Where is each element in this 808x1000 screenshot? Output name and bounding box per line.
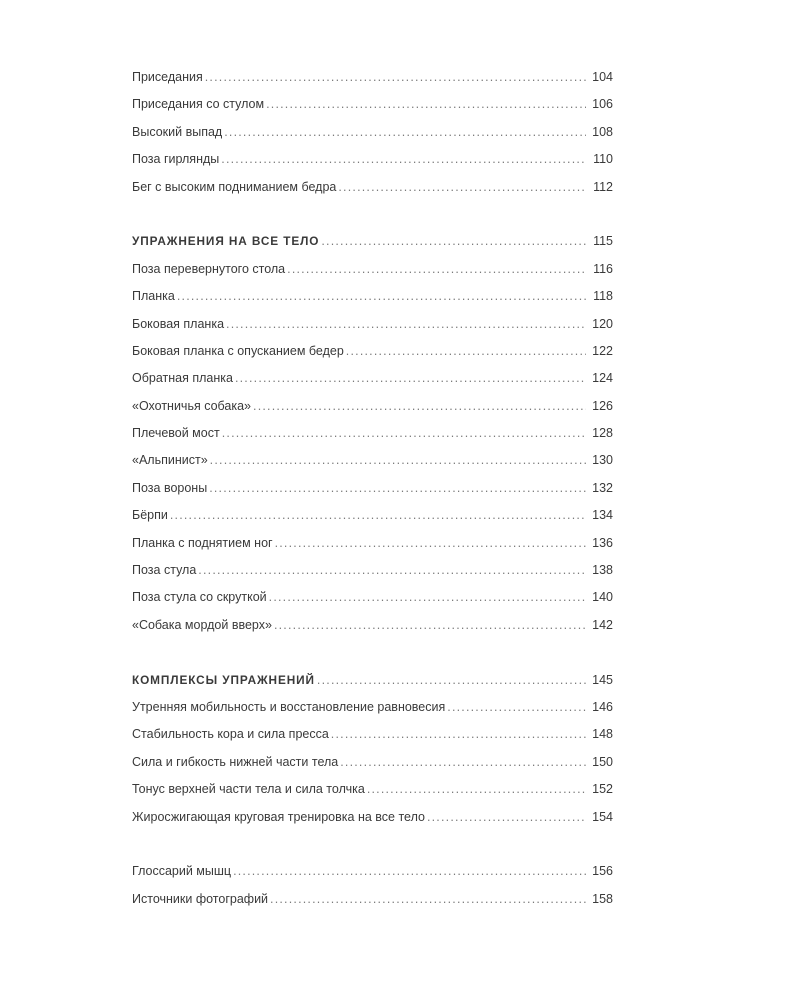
toc-entry-title: Высокий выпад (132, 124, 223, 139)
dot-leader (198, 557, 586, 584)
toc-entry-title: Утренняя мобильность и восстановление равновесия (132, 699, 446, 714)
toc-entry-title: Поза стула со скруткой (132, 590, 267, 605)
toc-entry-title: Источники фотографий (132, 891, 269, 906)
toc-entry-page: 106 (592, 97, 613, 112)
toc-section-heading[interactable] (132, 228, 613, 255)
toc-entry-title: Сила и гибкость нижней части тела (132, 754, 339, 769)
toc-entry[interactable] (132, 886, 613, 913)
toc-entry-title: «Собака мордой вверх» (132, 617, 272, 632)
toc-entry-title: Боковая планка с опусканием бедер (132, 343, 344, 358)
toc-entry[interactable] (132, 502, 613, 529)
dot-leader (210, 447, 586, 474)
toc-entry[interactable] (132, 776, 613, 803)
toc-entry-title: Поза гирлянды (132, 152, 220, 167)
toc-entry[interactable] (132, 749, 613, 776)
toc-entry[interactable] (132, 146, 613, 173)
toc-entry-title: Поза стула (132, 563, 197, 578)
toc-entry-page: 134 (592, 508, 613, 523)
dot-leader (224, 119, 586, 146)
toc-entry[interactable] (132, 420, 613, 447)
dot-leader (177, 283, 586, 310)
dot-leader (274, 612, 586, 639)
toc-entry-page: 148 (592, 727, 613, 742)
toc-entry[interactable] (132, 584, 613, 611)
toc-section-title: УПРАЖНЕНИЯ НА ВСЕ ТЕЛО (132, 234, 320, 249)
section-spacer (132, 831, 613, 858)
toc-entry[interactable] (132, 174, 613, 201)
toc-entry-title: Приседания со стулом (132, 97, 265, 112)
toc-section-title: КОМПЛЕКСЫ УПРАЖНЕНИЙ (132, 672, 315, 687)
toc-entry[interactable] (132, 283, 613, 310)
toc-entry-page: 124 (592, 371, 613, 386)
toc-entry[interactable] (132, 365, 613, 392)
dot-leader (340, 749, 586, 776)
toc-entry-title: Планка (132, 289, 175, 304)
toc-entry[interactable] (132, 447, 613, 474)
table-of-contents (132, 64, 613, 913)
toc-entry-page: 130 (592, 453, 613, 468)
toc-entry[interactable] (132, 694, 613, 721)
section-spacer (132, 639, 613, 666)
toc-entry-page: 158 (592, 891, 613, 906)
toc-entry[interactable] (132, 475, 613, 502)
toc-entry-title: Поза перевернутого стола (132, 261, 286, 276)
dot-leader (275, 530, 586, 557)
section-spacer (132, 201, 613, 228)
dot-leader (317, 667, 586, 694)
dot-leader (447, 694, 586, 721)
dot-leader (233, 858, 586, 885)
toc-entry-title: Тонус верхней части тела и сила толчка (132, 782, 365, 797)
toc-entry-page: 108 (592, 124, 613, 139)
dot-leader (226, 311, 586, 338)
toc-entry-title: «Альпинист» (132, 453, 208, 468)
toc-entry-page: 136 (592, 535, 613, 550)
toc-entry-title: Планка с поднятием ног (132, 535, 273, 550)
toc-entry-page: 152 (592, 782, 613, 797)
toc-entry[interactable] (132, 311, 613, 338)
toc-entry[interactable] (132, 858, 613, 885)
toc-entry-page: 150 (592, 754, 613, 769)
toc-entry-page: 104 (592, 70, 613, 84)
toc-entry-page: 126 (592, 398, 613, 413)
toc-entry[interactable] (132, 804, 613, 831)
toc-entry-title: Жиросжигающая круговая тренировка на все тело (132, 809, 425, 824)
toc-entry-page: 116 (593, 261, 613, 276)
toc-entry-title: Глоссарий мышц (132, 864, 232, 879)
toc-entry[interactable] (132, 530, 613, 557)
toc-entry-title: Обратная планка (132, 371, 233, 386)
toc-entry-title: Бёрпи (132, 508, 168, 523)
dot-leader (253, 393, 586, 420)
toc-section-heading[interactable] (132, 667, 613, 694)
toc-entry[interactable] (132, 612, 613, 639)
toc-entry-page: 115 (593, 234, 613, 249)
toc-entry-page: 110 (593, 152, 613, 167)
toc-entry-page: 145 (592, 672, 613, 687)
dot-leader (205, 64, 586, 91)
toc-entry[interactable] (132, 256, 613, 283)
dot-leader (331, 721, 586, 748)
toc-entry[interactable] (132, 64, 613, 91)
dot-leader (321, 228, 586, 255)
toc-entry[interactable] (132, 393, 613, 420)
toc-entry-page: 146 (592, 699, 613, 714)
toc-entry[interactable] (132, 557, 613, 584)
toc-entry-page: 128 (592, 426, 613, 441)
dot-leader (346, 338, 586, 365)
toc-entry-page: 138 (592, 563, 613, 578)
toc-entry-page: 118 (593, 289, 613, 304)
dot-leader (222, 420, 586, 447)
toc-entry-page: 140 (592, 590, 613, 605)
toc-entry-page: 120 (592, 316, 613, 331)
dot-leader (427, 804, 586, 831)
toc-entry-title: Приседания (132, 70, 203, 84)
toc-entry-page: 142 (592, 617, 613, 632)
dot-leader (170, 502, 586, 529)
toc-entry-title: Плечевой мост (132, 426, 220, 441)
dot-leader (266, 91, 586, 118)
dot-leader (270, 886, 586, 913)
dot-leader (235, 365, 586, 392)
dot-leader (269, 584, 586, 611)
toc-entry-page: 154 (592, 809, 613, 824)
toc-entry[interactable] (132, 338, 613, 365)
toc-entry-page: 156 (592, 864, 613, 879)
toc-entry-title: Поза вороны (132, 480, 208, 495)
dot-leader (338, 174, 586, 201)
toc-entry-title: Бег с высоким подниманием бедра (132, 179, 337, 194)
toc-entry-page: 132 (592, 480, 613, 495)
toc-entry-title: Стабильность кора и сила пресса (132, 727, 329, 742)
toc-entry-page: 112 (593, 179, 613, 194)
toc-entry[interactable] (132, 119, 613, 146)
dot-leader (287, 256, 586, 283)
toc-entry-title: Боковая планка (132, 316, 225, 331)
toc-entry-page: 122 (592, 343, 613, 358)
dot-leader (209, 475, 586, 502)
dot-leader (221, 146, 586, 173)
toc-entry-title: «Охотничья собака» (132, 398, 252, 413)
toc-entry[interactable] (132, 91, 613, 118)
toc-entry[interactable] (132, 721, 613, 748)
dot-leader (367, 776, 586, 803)
